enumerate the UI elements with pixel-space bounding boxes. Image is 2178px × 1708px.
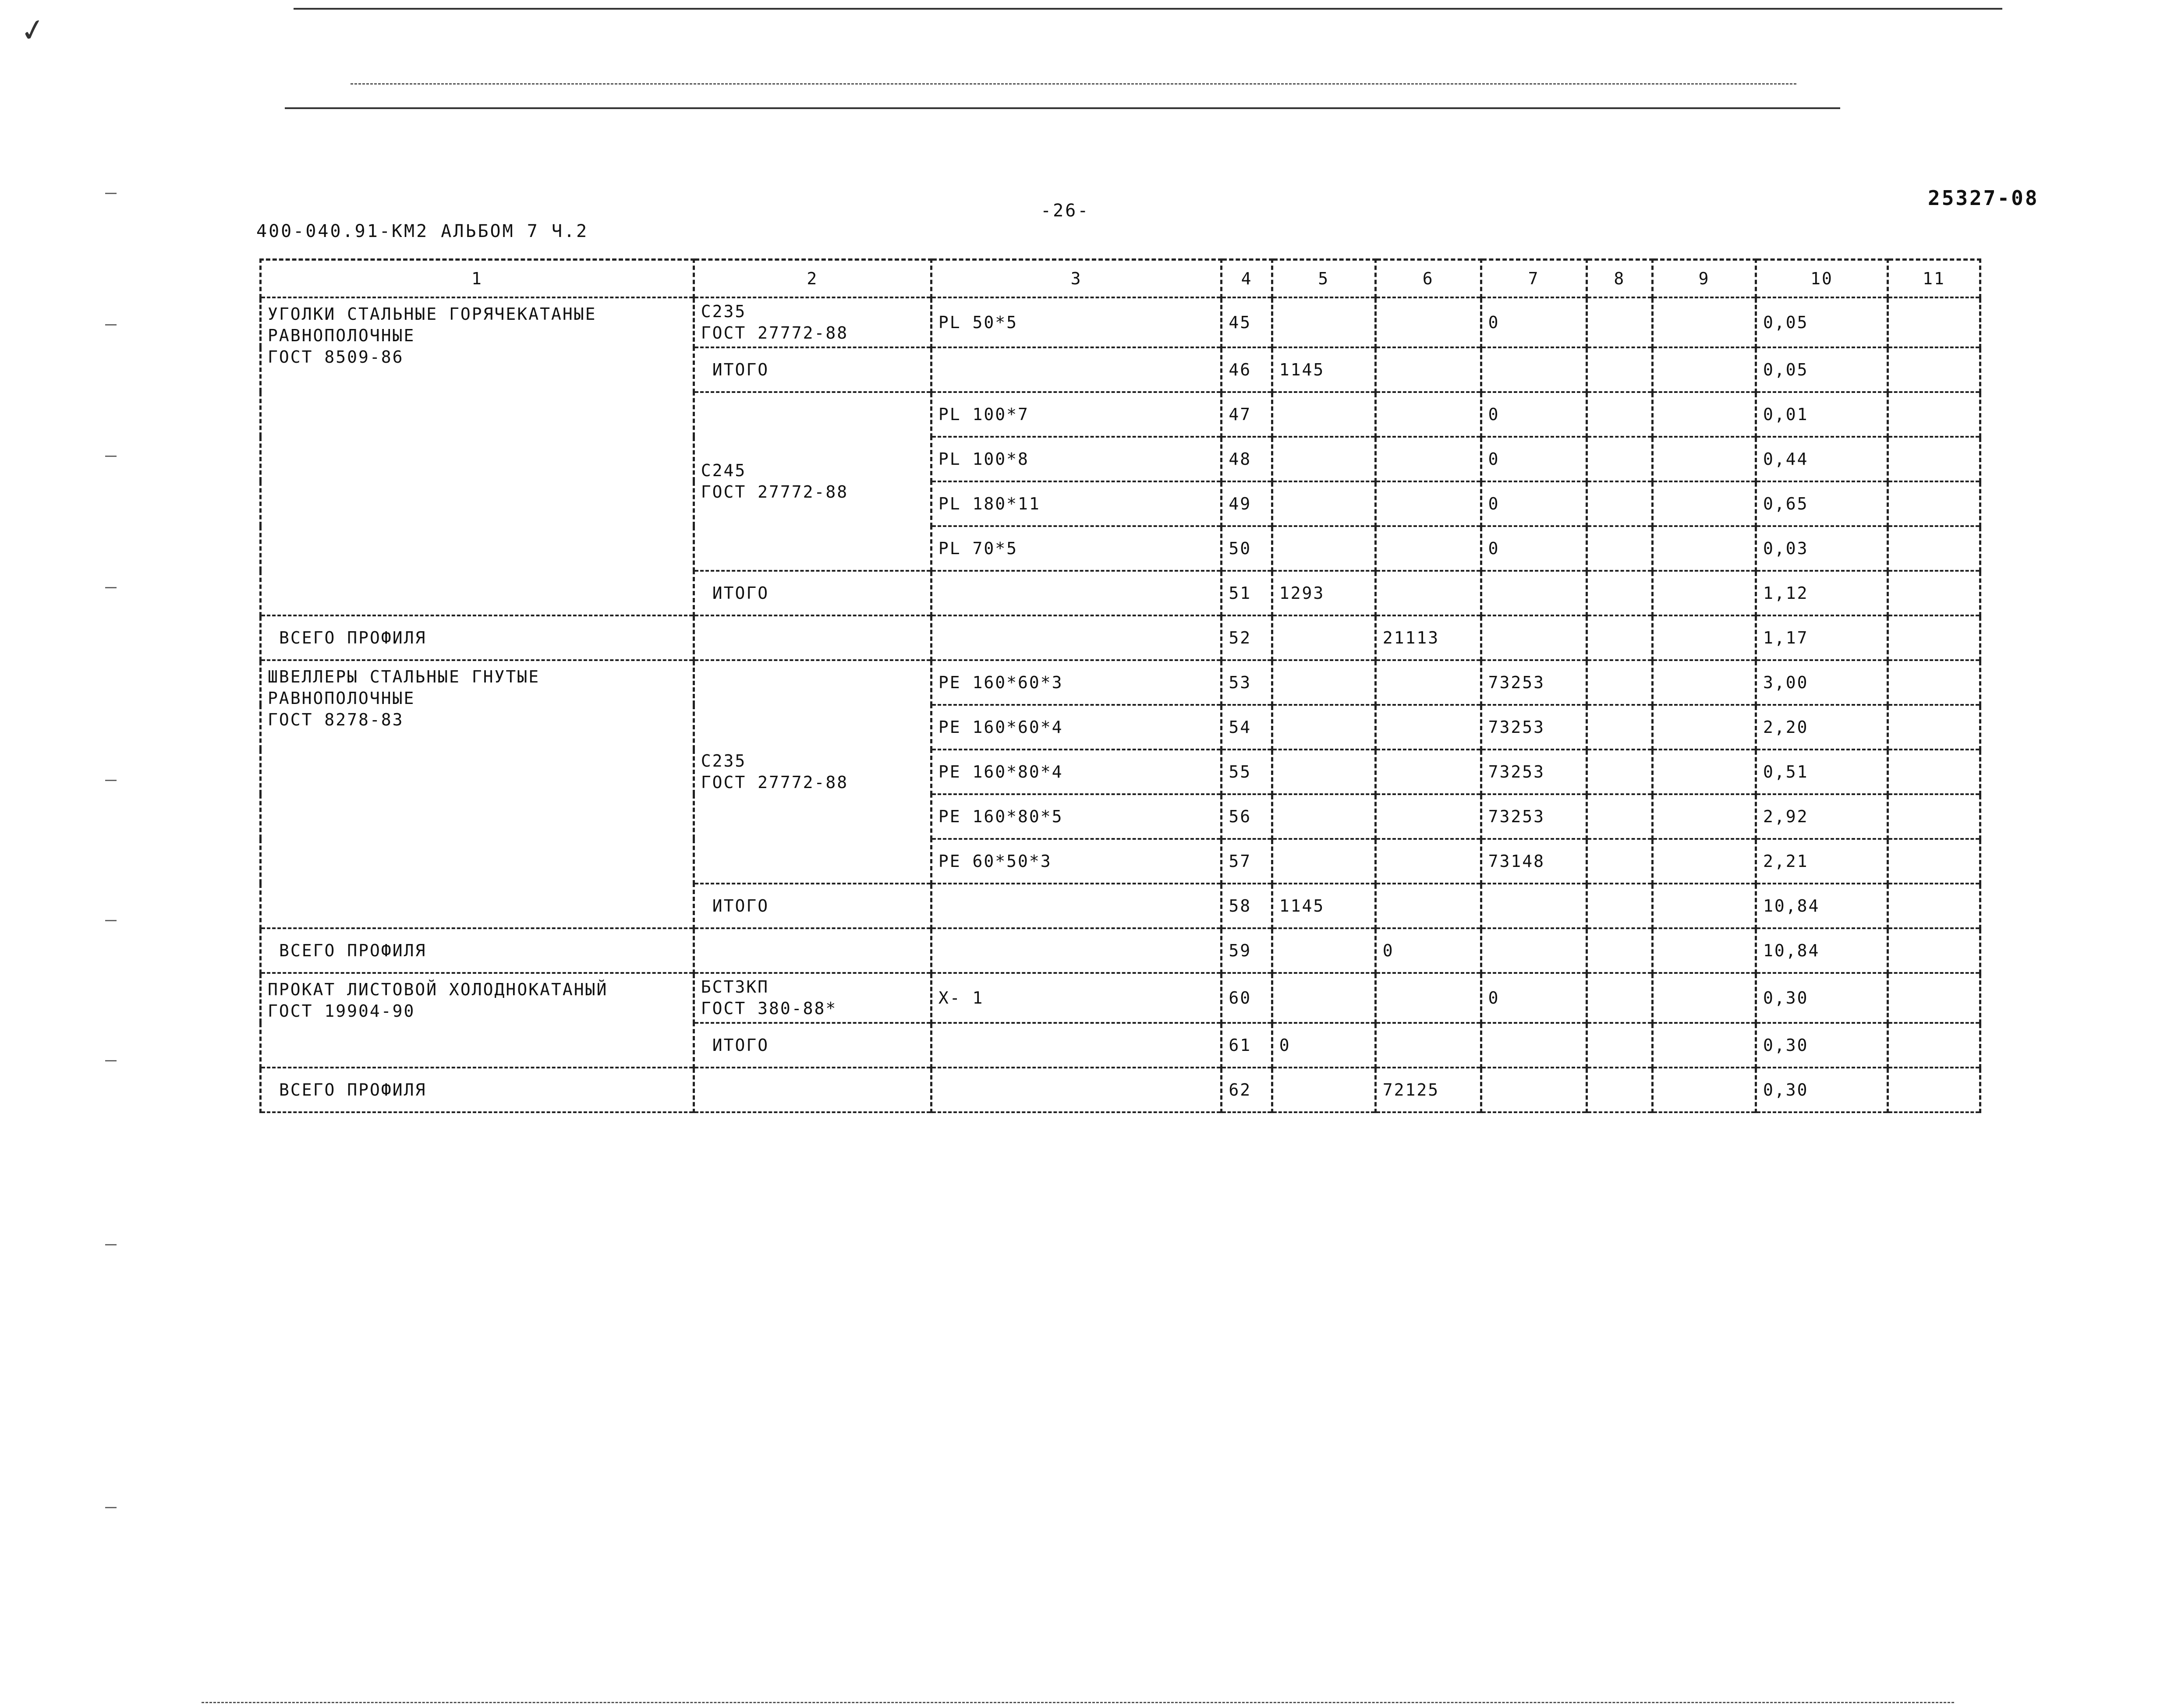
total-row <box>261 928 1980 973</box>
cell-col-6 <box>1375 973 1481 1023</box>
cell-col-8 <box>1587 750 1653 794</box>
cell-col-11 <box>1888 973 1980 1023</box>
cell-col-10: 10,84 <box>1756 884 1888 928</box>
cell-col-11 <box>1888 928 1980 973</box>
cell-col-10: 2,21 <box>1756 839 1888 884</box>
steel-grade: БСТ3КП ГОСТ 380-88* <box>694 973 931 1023</box>
cell-col-9 <box>1653 437 1756 481</box>
cell-col-5 <box>1272 705 1375 750</box>
cell-col-5 <box>1272 481 1375 526</box>
subtotal-label: ИТОГО <box>694 347 931 392</box>
cell-col-7 <box>1481 1023 1587 1068</box>
cell-col-9 <box>1653 1068 1756 1112</box>
cell-col-8 <box>1587 794 1653 839</box>
cell-col-11 <box>1888 571 1980 615</box>
cell-col-8 <box>1587 571 1653 615</box>
cell-col-4: 45 <box>1222 297 1272 347</box>
cell-col-2 <box>694 928 931 973</box>
cell-col-8 <box>1587 884 1653 928</box>
cell-col-3 <box>931 1023 1222 1068</box>
cell-col-10: 0,05 <box>1756 297 1888 347</box>
cell-col-8 <box>1587 347 1653 392</box>
column-header: 7 <box>1481 260 1587 298</box>
cell-col-7 <box>1481 884 1587 928</box>
cell-col-9 <box>1653 794 1756 839</box>
column-header: 2 <box>694 260 931 298</box>
margin-mark <box>105 1507 117 1508</box>
cell-col-11 <box>1888 615 1980 660</box>
margin-mark <box>105 193 117 194</box>
cell-col-5: 1145 <box>1272 347 1375 392</box>
cell-col-7: 0 <box>1481 973 1587 1023</box>
cell-col-4: 49 <box>1222 481 1272 526</box>
cell-col-6: 0 <box>1375 928 1481 973</box>
cell-col-11 <box>1888 750 1980 794</box>
cell-col-9 <box>1653 297 1756 347</box>
cell-col-6: 72125 <box>1375 1068 1481 1112</box>
cell-col-7 <box>1481 347 1587 392</box>
cell-col-6 <box>1375 392 1481 437</box>
cell-col-11 <box>1888 1068 1980 1112</box>
cell-col-3 <box>931 1068 1222 1112</box>
cell-col-8 <box>1587 928 1653 973</box>
cell-col-5 <box>1272 437 1375 481</box>
cell-col-5: 1145 <box>1272 884 1375 928</box>
subtotal-label: ИТОГО <box>694 884 931 928</box>
cell-col-6 <box>1375 750 1481 794</box>
table-row <box>261 973 1980 1023</box>
column-header: 10 <box>1756 260 1888 298</box>
cell-col-4: 46 <box>1222 347 1272 392</box>
steel-grade: С235 ГОСТ 27772-88 <box>694 660 931 884</box>
margin-mark <box>105 456 117 457</box>
cell-col-6 <box>1375 571 1481 615</box>
cell-col-10: 2,92 <box>1756 794 1888 839</box>
cell-col-6 <box>1375 705 1481 750</box>
top-scan-line-3 <box>285 107 1840 109</box>
profile-size: PL 100*7 <box>931 392 1222 437</box>
cell-col-9 <box>1653 571 1756 615</box>
total-row <box>261 1068 1980 1112</box>
profile-size: PL 70*5 <box>931 526 1222 571</box>
cell-col-10: 2,20 <box>1756 705 1888 750</box>
cell-col-8 <box>1587 839 1653 884</box>
cell-col-7 <box>1481 928 1587 973</box>
cell-col-6 <box>1375 526 1481 571</box>
cell-col-9 <box>1653 392 1756 437</box>
cell-col-10: 10,84 <box>1756 928 1888 973</box>
cell-col-6 <box>1375 794 1481 839</box>
album-code: 400-040.91-КМ2 АЛЬБОМ 7 Ч.2 <box>256 221 589 241</box>
subtotal-label: ИТОГО <box>694 571 931 615</box>
cell-col-4: 56 <box>1222 794 1272 839</box>
profile-size: PE 160*60*4 <box>931 705 1222 750</box>
cell-col-5 <box>1272 794 1375 839</box>
cell-col-2 <box>694 615 931 660</box>
cell-col-5 <box>1272 1068 1375 1112</box>
cell-col-4: 60 <box>1222 973 1272 1023</box>
top-scan-line <box>294 8 2002 10</box>
cell-col-8 <box>1587 1068 1653 1112</box>
bottom-scan-line <box>202 1702 1954 1703</box>
cell-col-9 <box>1653 928 1756 973</box>
cell-col-5 <box>1272 392 1375 437</box>
cell-col-6 <box>1375 437 1481 481</box>
column-header: 11 <box>1888 260 1980 298</box>
cell-col-10: 0,65 <box>1756 481 1888 526</box>
column-header: 5 <box>1272 260 1375 298</box>
cell-col-5 <box>1272 839 1375 884</box>
cell-col-6 <box>1375 481 1481 526</box>
cell-col-4: 50 <box>1222 526 1272 571</box>
cell-col-8 <box>1587 297 1653 347</box>
cell-col-10: 0,01 <box>1756 392 1888 437</box>
steel-grade: С245 ГОСТ 27772-88 <box>694 392 931 571</box>
column-header: 6 <box>1375 260 1481 298</box>
cell-col-9 <box>1653 750 1756 794</box>
cell-col-10: 0,05 <box>1756 347 1888 392</box>
cell-col-5 <box>1272 526 1375 571</box>
cell-col-5 <box>1272 615 1375 660</box>
cell-col-10: 0,30 <box>1756 1068 1888 1112</box>
total-row <box>261 615 1980 660</box>
profile-size: PE 60*50*3 <box>931 839 1222 884</box>
cell-col-6 <box>1375 1023 1481 1068</box>
cell-col-9 <box>1653 705 1756 750</box>
margin-mark <box>105 780 117 781</box>
cell-col-6: 21113 <box>1375 615 1481 660</box>
cell-col-4: 55 <box>1222 750 1272 794</box>
cell-col-5: 1293 <box>1272 571 1375 615</box>
cell-col-6 <box>1375 347 1481 392</box>
cell-col-7 <box>1481 615 1587 660</box>
cell-col-8 <box>1587 615 1653 660</box>
column-header: 8 <box>1587 260 1653 298</box>
cell-col-4: 53 <box>1222 660 1272 705</box>
cell-col-11 <box>1888 705 1980 750</box>
cell-col-7: 73148 <box>1481 839 1587 884</box>
cell-col-5 <box>1272 928 1375 973</box>
cell-col-2 <box>694 1068 931 1112</box>
total-label: ВСЕГО ПРОФИЛЯ <box>261 1068 694 1112</box>
cell-col-7: 0 <box>1481 392 1587 437</box>
margin-mark <box>105 1060 117 1061</box>
cell-col-7: 0 <box>1481 297 1587 347</box>
cell-col-9 <box>1653 660 1756 705</box>
cell-col-4: 54 <box>1222 705 1272 750</box>
cell-col-4: 57 <box>1222 839 1272 884</box>
cell-col-7: 0 <box>1481 481 1587 526</box>
cell-col-11 <box>1888 392 1980 437</box>
table-body <box>261 297 1980 1112</box>
cell-col-5 <box>1272 297 1375 347</box>
cell-col-7 <box>1481 1068 1587 1112</box>
cell-col-8 <box>1587 437 1653 481</box>
cell-col-9 <box>1653 973 1756 1023</box>
cell-col-3 <box>931 615 1222 660</box>
cell-col-11 <box>1888 884 1980 928</box>
profile-size: PL 180*11 <box>931 481 1222 526</box>
check-mark-icon: ✓ <box>18 7 46 51</box>
margin-mark <box>105 587 117 588</box>
margin-mark <box>105 324 117 325</box>
cell-col-10: 3,00 <box>1756 660 1888 705</box>
cell-col-8 <box>1587 1023 1653 1068</box>
column-header: 1 <box>261 260 694 298</box>
margin-mark <box>105 1244 117 1245</box>
cell-col-11 <box>1888 794 1980 839</box>
cell-col-4: 61 <box>1222 1023 1272 1068</box>
cell-col-6 <box>1375 839 1481 884</box>
cell-col-6 <box>1375 297 1481 347</box>
cell-col-3 <box>931 928 1222 973</box>
cell-col-5 <box>1272 750 1375 794</box>
cell-col-10: 1,17 <box>1756 615 1888 660</box>
table-row <box>261 297 1980 347</box>
cell-col-7: 73253 <box>1481 660 1587 705</box>
column-header: 4 <box>1222 260 1272 298</box>
cell-col-7: 0 <box>1481 437 1587 481</box>
margin-mark <box>105 920 117 921</box>
cell-col-6 <box>1375 884 1481 928</box>
cell-col-11 <box>1888 1023 1980 1068</box>
cell-col-4: 52 <box>1222 615 1272 660</box>
cell-col-4: 59 <box>1222 928 1272 973</box>
cell-col-8 <box>1587 481 1653 526</box>
cell-col-7: 73253 <box>1481 794 1587 839</box>
cell-col-7: 73253 <box>1481 750 1587 794</box>
cell-col-11 <box>1888 526 1980 571</box>
profile-name: ПРОКАТ ЛИСТОВОЙ ХОЛОДНОКАТАНЫЙ ГОСТ 19904-90 <box>261 973 694 1068</box>
cell-col-10: 0,03 <box>1756 526 1888 571</box>
cell-col-9 <box>1653 839 1756 884</box>
profile-size: PE 160*80*4 <box>931 750 1222 794</box>
cell-col-5: 0 <box>1272 1023 1375 1068</box>
cell-col-4: 62 <box>1222 1068 1272 1112</box>
cell-col-8 <box>1587 705 1653 750</box>
cell-col-4: 48 <box>1222 437 1272 481</box>
cell-col-7 <box>1481 571 1587 615</box>
cell-col-10: 0,51 <box>1756 750 1888 794</box>
cell-col-11 <box>1888 347 1980 392</box>
profile-size: PL 50*5 <box>931 297 1222 347</box>
cell-col-11 <box>1888 437 1980 481</box>
cell-col-4: 58 <box>1222 884 1272 928</box>
profile-size: PE 160*60*3 <box>931 660 1222 705</box>
cell-col-11 <box>1888 839 1980 884</box>
profile-size: PE 160*80*5 <box>931 794 1222 839</box>
cell-col-6 <box>1375 660 1481 705</box>
cell-col-8 <box>1587 526 1653 571</box>
total-label: ВСЕГО ПРОФИЛЯ <box>261 615 694 660</box>
cell-col-10: 0,44 <box>1756 437 1888 481</box>
profile-name: ШВЕЛЛЕРЫ СТАЛЬНЫЕ ГНУТЫЕ РАВНОПОЛОЧНЫЕ ГОСТ 8278-83 <box>261 660 694 928</box>
cell-col-9 <box>1653 347 1756 392</box>
cell-col-7: 73253 <box>1481 705 1587 750</box>
cell-col-5 <box>1272 660 1375 705</box>
column-header: 3 <box>931 260 1222 298</box>
cell-col-3 <box>931 347 1222 392</box>
cell-col-10: 0,30 <box>1756 1023 1888 1068</box>
steel-grade: С235 ГОСТ 27772-88 <box>694 297 931 347</box>
header-row <box>261 260 1980 298</box>
cell-col-9 <box>1653 1023 1756 1068</box>
cell-col-5 <box>1272 973 1375 1023</box>
total-label: ВСЕГО ПРОФИЛЯ <box>261 928 694 973</box>
cell-col-9 <box>1653 526 1756 571</box>
cell-col-4: 51 <box>1222 571 1272 615</box>
cell-col-9 <box>1653 481 1756 526</box>
column-header: 9 <box>1653 260 1756 298</box>
cell-col-9 <box>1653 615 1756 660</box>
profile-name: УГОЛКИ СТАЛЬНЫЕ ГОРЯЧЕКАТАНЫЕ РАВНОПОЛОЧНЫЕ ГОСТ 8509-86 <box>261 297 694 615</box>
table-row <box>261 660 1980 705</box>
specification-table <box>259 258 1981 1113</box>
cell-col-10: 0,30 <box>1756 973 1888 1023</box>
cell-col-8 <box>1587 660 1653 705</box>
cell-col-9 <box>1653 884 1756 928</box>
cell-col-3 <box>931 571 1222 615</box>
page-number: -26- <box>1041 201 1090 221</box>
subtotal-label: ИТОГО <box>694 1023 931 1068</box>
top-scan-line-2 <box>351 83 1796 85</box>
cell-col-4: 47 <box>1222 392 1272 437</box>
cell-col-3 <box>931 884 1222 928</box>
cell-col-11 <box>1888 660 1980 705</box>
profile-size: PL 100*8 <box>931 437 1222 481</box>
cell-col-7: 0 <box>1481 526 1587 571</box>
cell-col-8 <box>1587 392 1653 437</box>
cell-col-8 <box>1587 973 1653 1023</box>
cell-col-11 <box>1888 297 1980 347</box>
sheet-number: 25327-08 <box>1928 186 2039 210</box>
profile-size: X- 1 <box>931 973 1222 1023</box>
cell-col-11 <box>1888 481 1980 526</box>
cell-col-10: 1,12 <box>1756 571 1888 615</box>
